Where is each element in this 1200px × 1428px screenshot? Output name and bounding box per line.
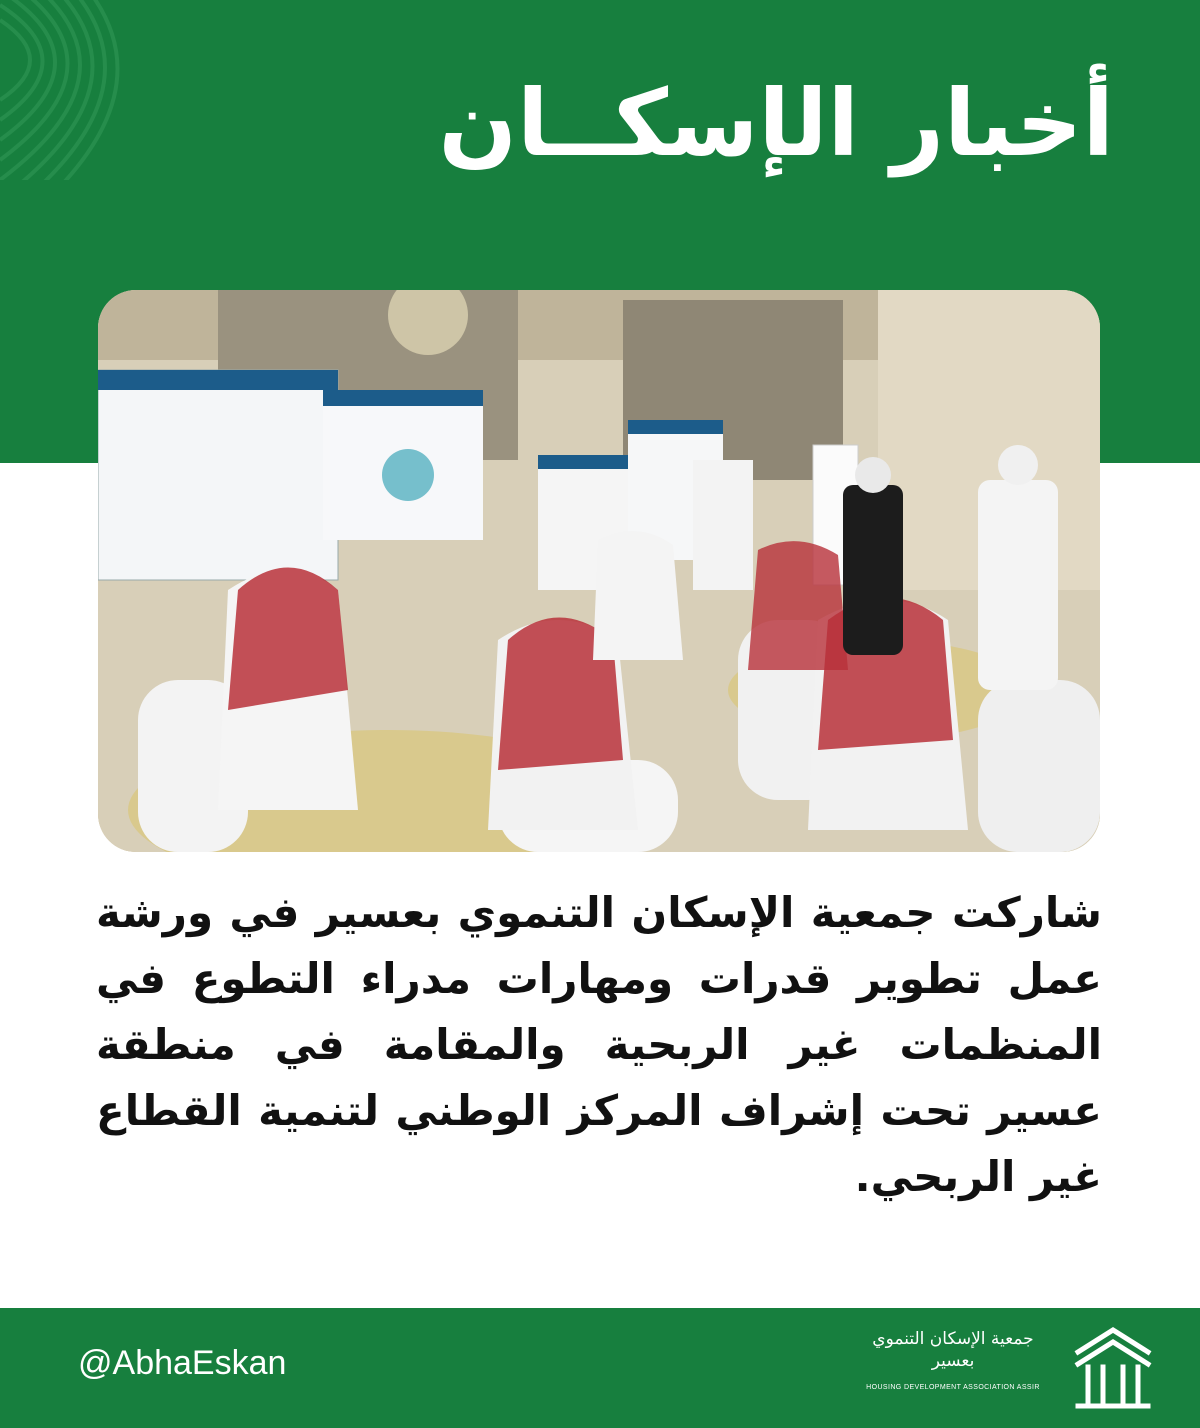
logo-name-line1: جمعية الإسكان التنموي bbox=[872, 1329, 1034, 1349]
decorative-waves bbox=[0, 0, 260, 180]
workshop-photo bbox=[98, 290, 1100, 852]
organization-logo bbox=[858, 1318, 1158, 1418]
house-columns-logo-icon bbox=[1068, 1322, 1158, 1412]
page-title: أخبار الإسكــان bbox=[438, 70, 1114, 177]
logo-english-name: HOUSING DEVELOPMENT ASSOCIATION ASSIR bbox=[866, 1384, 1040, 1391]
social-handle[interactable]: @AbhaEskan bbox=[78, 1344, 287, 1382]
article-body: شاركت جمعية الإسكان التنموي بعسير في ورشة عمل تطوير قدرات ومهارات مدراء التطوع في المنظمات غير الربحية والمقامة في منطقة عسير تحت إشراف المركز الوطني لتنمية القطاع غير الربحي. bbox=[96, 888, 1102, 1201]
footer-bar bbox=[0, 1308, 1200, 1428]
logo-name-line2: بعسير bbox=[931, 1351, 975, 1371]
